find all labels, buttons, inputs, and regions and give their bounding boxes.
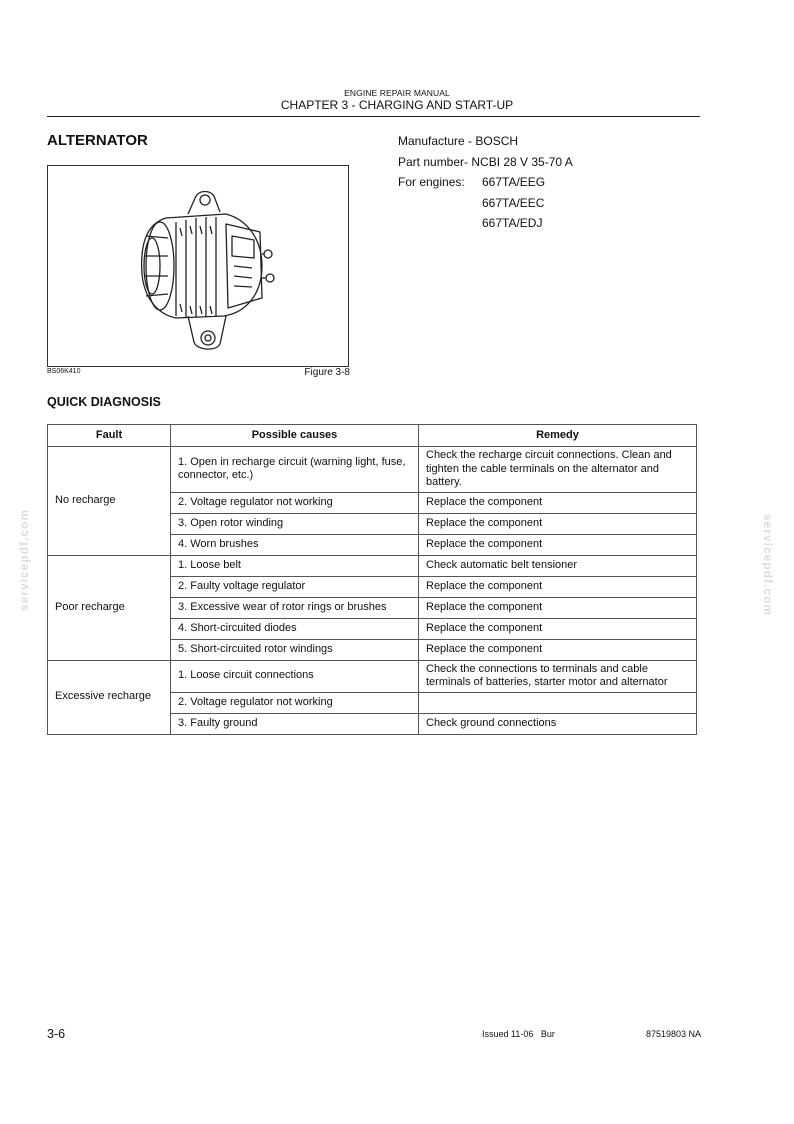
- alternator-specs: [398, 131, 573, 234]
- part-number-footer: 87519803 NA: [646, 1029, 702, 1039]
- fault-cell: No recharge: [48, 447, 171, 556]
- alternator-figure: [47, 165, 349, 367]
- remedy-cell: Replace the component: [419, 597, 697, 618]
- watermark-left: servicepdf.com: [17, 508, 31, 612]
- cause-cell: 2. Voltage regulator not working: [171, 492, 419, 513]
- remedy-cell: Check automatic belt tensioner: [419, 555, 697, 576]
- cause-cell: 3. Faulty ground: [171, 713, 419, 734]
- remedy-cell: Replace the component: [419, 576, 697, 597]
- engine-item: 667TA/EEG: [482, 175, 546, 189]
- fault-cell: Poor recharge: [48, 555, 171, 660]
- column-header-causes: Possible causes: [171, 425, 419, 447]
- engines-label: For engines:: [398, 175, 465, 189]
- cause-cell: 1. Open in recharge circuit (warning light, fuse, connector, etc.): [171, 447, 419, 493]
- cause-cell: 4. Short-circuited diodes: [171, 618, 419, 639]
- issue-date: Issued 11-06 Bur: [482, 1029, 555, 1039]
- column-header-remedy: Remedy: [419, 425, 697, 447]
- cause-cell: 5. Short-circuited rotor windings: [171, 639, 419, 660]
- cause-cell: 1. Loose circuit connections: [171, 660, 419, 692]
- page-number: 3-6: [47, 1027, 66, 1041]
- fault-cell: Excessive recharge: [48, 660, 171, 734]
- remedy-cell: Replace the component: [419, 534, 697, 555]
- table-header-row: [48, 425, 697, 447]
- watermark-right: servicepdf.com: [761, 513, 775, 617]
- remedy-cell: Check the recharge circuit connections. Clean and tighten the cable terminals on the alternator and battery.: [419, 447, 697, 493]
- cause-cell: 3. Excessive wear of rotor rings or brushes: [171, 597, 419, 618]
- diagnosis-table: [47, 424, 697, 735]
- remedy-cell: [419, 692, 697, 713]
- section-title: ALTERNATOR: [47, 132, 148, 149]
- manufacture-text: Manufacture - BOSCH: [398, 134, 519, 148]
- remedy-cell: Check ground connections: [419, 713, 697, 734]
- table-row: [48, 555, 697, 576]
- remedy-cell: Replace the component: [419, 492, 697, 513]
- cause-cell: 2. Faulty voltage regulator: [171, 576, 419, 597]
- cause-cell: 4. Worn brushes: [171, 534, 419, 555]
- remedy-cell: Replace the component: [419, 639, 697, 660]
- table-row: [48, 447, 697, 493]
- engine-item: 667TA/EEC: [482, 195, 545, 210]
- remedy-cell: Replace the component: [419, 513, 697, 534]
- alternator-illustration: [48, 166, 348, 366]
- table-row: [48, 660, 697, 692]
- figure-caption: Figure 3-8: [304, 367, 350, 378]
- remedy-cell: Check the connections to terminals and cable terminals of batteries, starter motor and alternator: [419, 660, 697, 692]
- cause-cell: 3. Open rotor winding: [171, 513, 419, 534]
- chapter-title: CHAPTER 3 - CHARGING AND START-UP: [280, 98, 514, 112]
- part-number-text: Part number- NCBI 28 V 35-70 A: [398, 154, 573, 169]
- header-divider: [47, 116, 700, 117]
- column-header-fault: Fault: [48, 425, 171, 447]
- engine-item: 667TA/EDJ: [482, 216, 543, 230]
- quick-diagnosis-title: QUICK DIAGNOSIS: [47, 395, 161, 409]
- cause-cell: 1. Loose belt: [171, 555, 419, 576]
- manual-title: ENGINE REPAIR MANUAL: [344, 88, 450, 98]
- remedy-cell: Replace the component: [419, 618, 697, 639]
- figure-code: BS06K410: [47, 368, 81, 375]
- cause-cell: 2. Voltage regulator not working: [171, 692, 419, 713]
